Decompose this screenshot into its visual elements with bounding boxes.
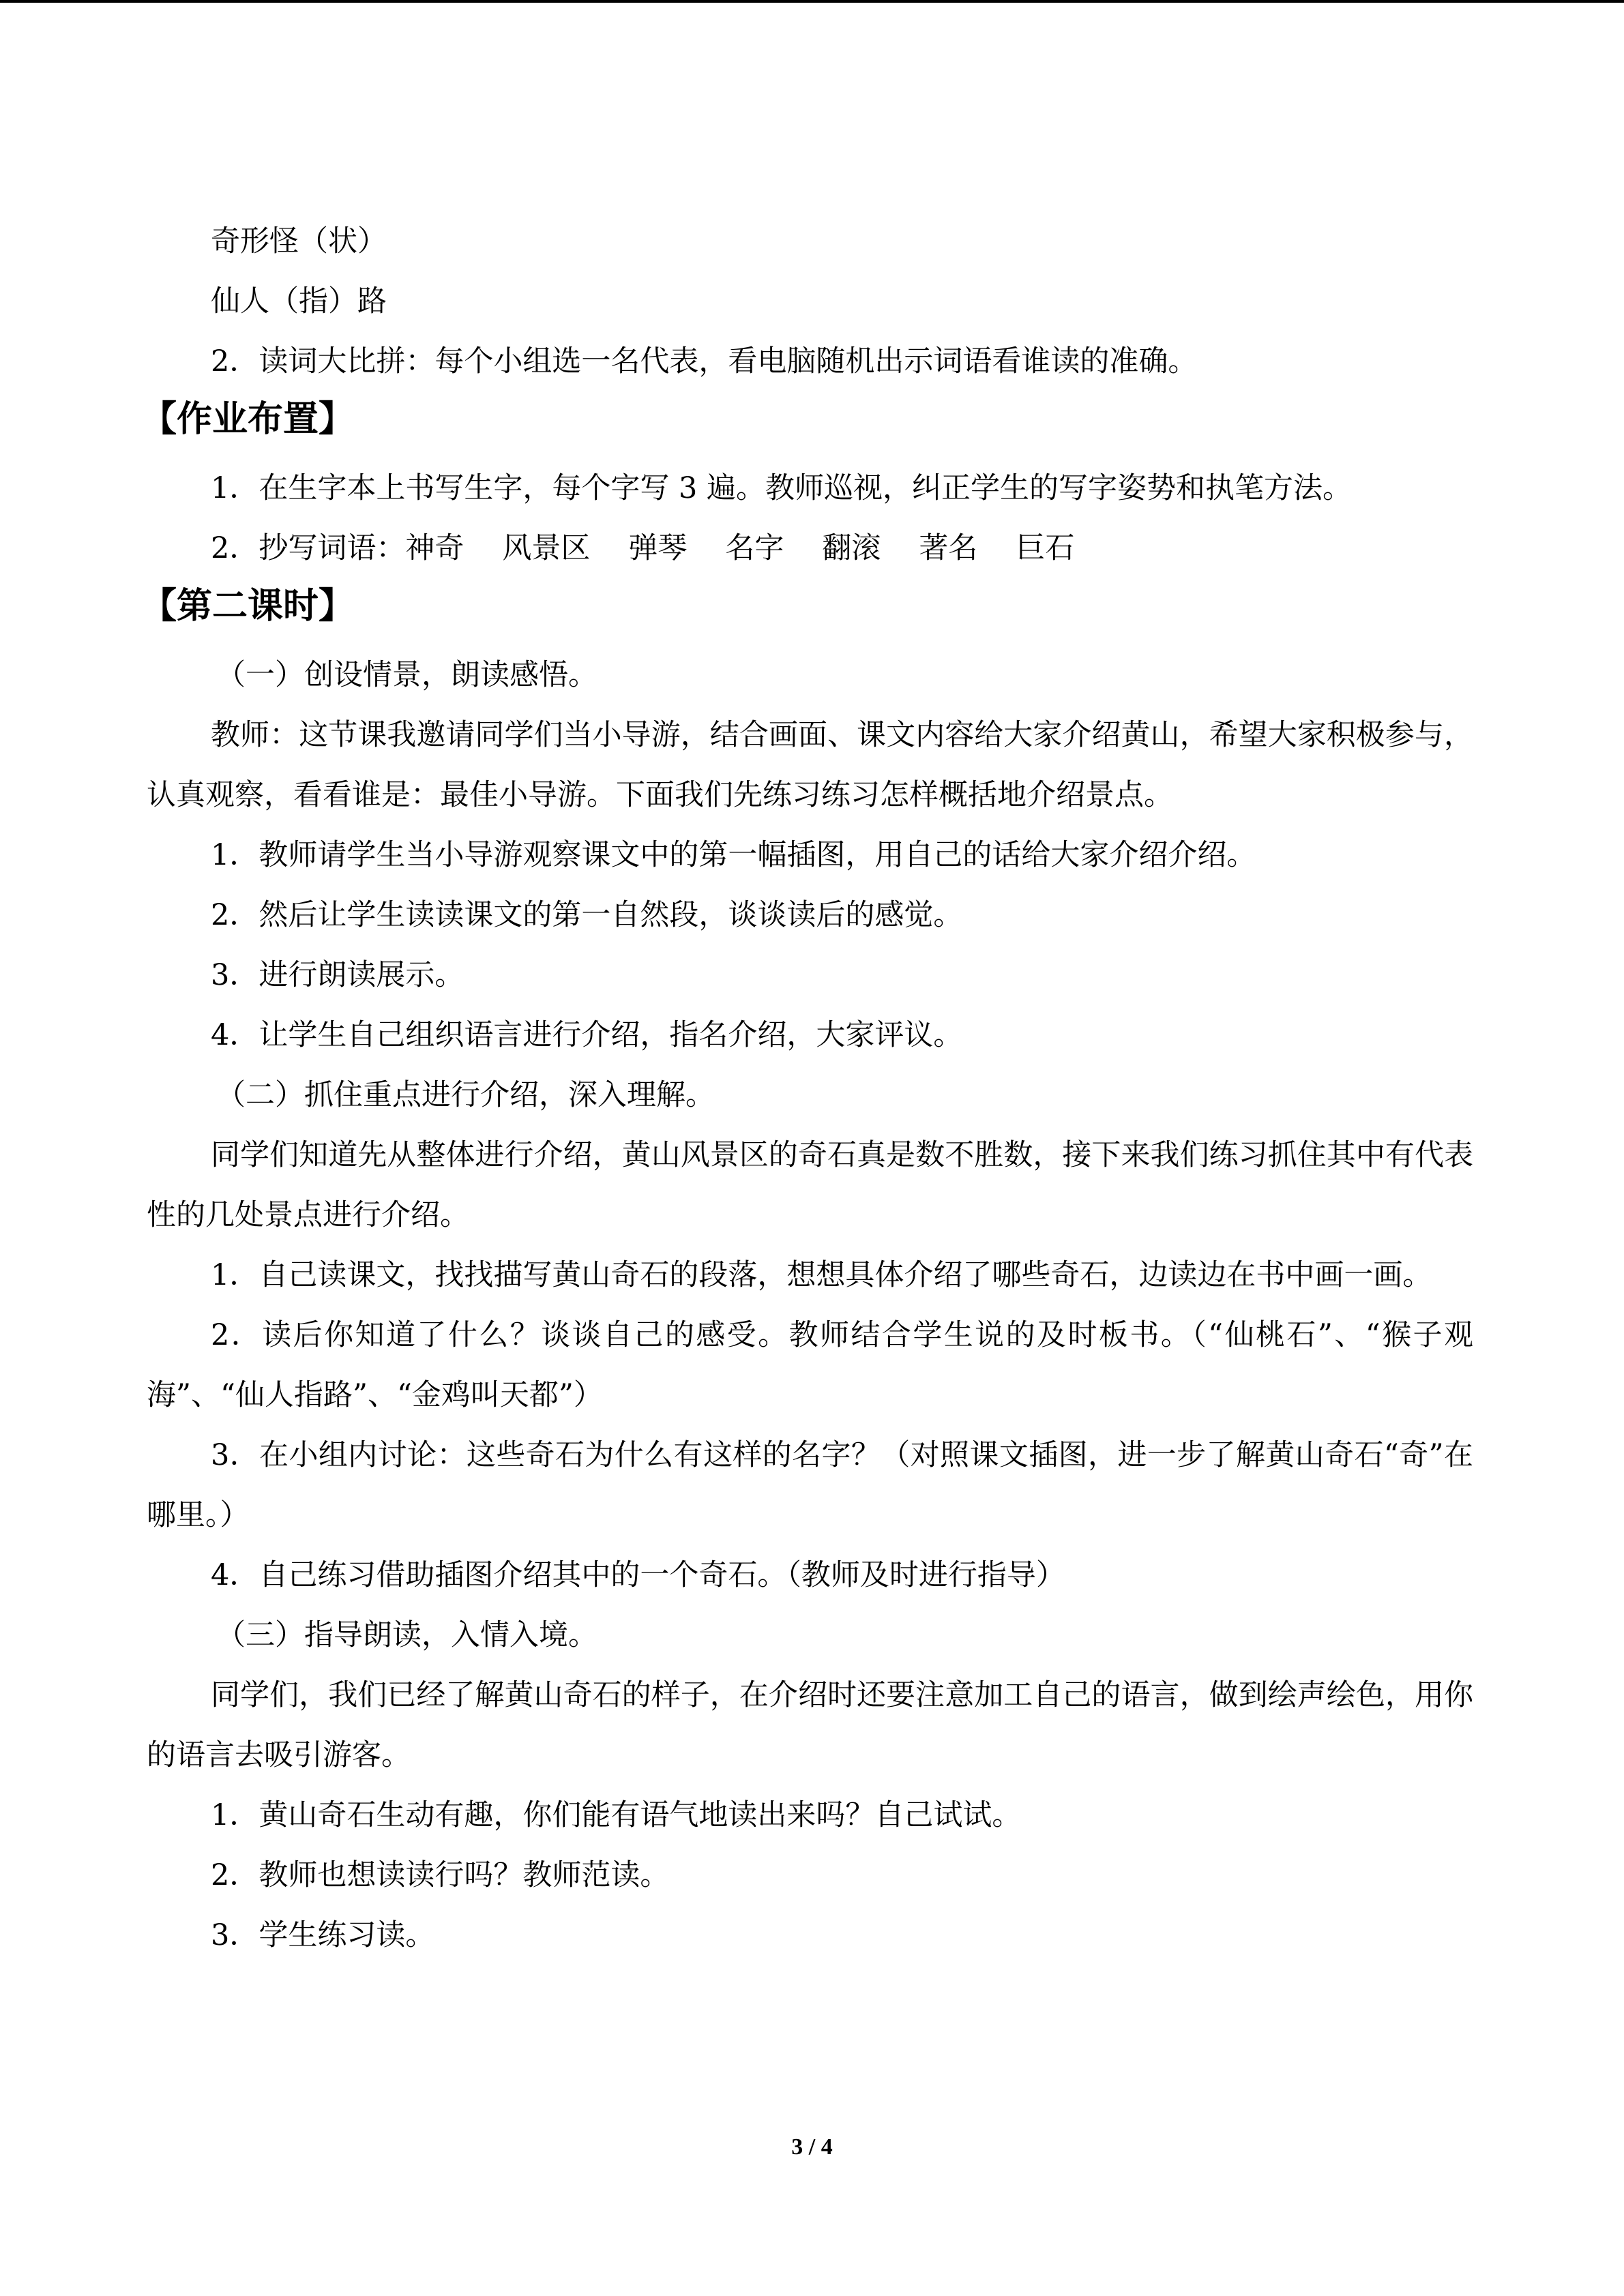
list-item: 2．教师也想读读行吗？教师范读。 <box>211 1858 670 1892</box>
paragraph: 教师：这节课我邀请同学们当小导游，结合画面、课文内容给大家介绍黄山，希望大家积极参与，认真观察，看看谁是：最佳小导游。下面我们先练习练习怎样概括地介绍景点。 <box>147 718 1473 812</box>
list-item: 4．让学生自己组织语言进行介绍，指名介绍，大家评议。 <box>211 1018 963 1052</box>
list-item: 2．然后让学生读读课文的第一自然段，谈谈读后的感觉。 <box>211 898 963 932</box>
list-item: 3．在小组内讨论：这些奇石为什么有这样的名字？（对照课文插图，进一步了解黄山奇石“奇”在哪里。） <box>147 1438 1473 1532</box>
vocab-word: 著名 <box>919 531 978 565</box>
subsection-title: （三）指导朗读，入情入境。 <box>216 1618 597 1652</box>
vocab-word: 翻滚 <box>822 531 881 565</box>
text-line: 2．读词大比拼：每个小组选一名代表，看电脑随机出示词语看谁读的准确。 <box>211 344 1198 378</box>
paragraph: 同学们，我们已经了解黄山奇石的样子，在介绍时还要注意加工自己的语言，做到绘声绘色，用你的语言去吸引游客。 <box>147 1678 1473 1772</box>
list-item: 3．学生练习读。 <box>211 1918 435 1952</box>
text-line: 奇形怪（状） <box>211 224 387 258</box>
text-line: 仙人（指）路 <box>211 284 387 318</box>
list-item: 1．黄山奇石生动有趣，你们能有语气地读出来吗？自己试试。 <box>211 1798 1022 1832</box>
subsection-title: （一）创设情景，朗读感悟。 <box>216 658 597 692</box>
list-item: 1．自己读课文，找找描写黄山奇石的段落，想想具体介绍了哪些奇石，边读边在书中画一画。 <box>211 1258 1432 1292</box>
paragraph: 同学们知道先从整体进行介绍，黄山风景区的奇石真是数不胜数，接下来我们练习抓住其中有代表性的几处景点进行介绍。 <box>147 1138 1473 1232</box>
vocab-word: 巨石 <box>1016 531 1075 565</box>
subsection-title: （二）抓住重点进行介绍，深入理解。 <box>216 1078 715 1112</box>
vocab-word: 弹琴 <box>628 531 688 565</box>
top-border-line <box>0 0 1624 3</box>
vocab-word: 神奇 <box>405 531 464 565</box>
list-item: 4．自己练习借助插图介绍其中的一个奇石。（教师及时进行指导） <box>211 1558 1065 1592</box>
homework-item-prefix: 2．抄写词语： <box>211 531 406 565</box>
homework-item <box>147 518 1473 578</box>
list-item: 2．读后你知道了什么？谈谈自己的感受。教师结合学生说的及时板书。（“仙桃石”、“猴子观海”、“仙人指路”、“金鸡叫天都”） <box>147 1318 1473 1412</box>
vocab-word: 名字 <box>725 531 784 565</box>
list-item: 1．教师请学生当小导游观察课文中的第一幅插图，用自己的话给大家介绍介绍。 <box>211 838 1256 872</box>
vocab-word: 风景区 <box>502 531 591 565</box>
section-heading-lesson2: 【第二课时】 <box>141 586 355 627</box>
list-item: 3．进行朗读展示。 <box>211 958 464 992</box>
document-page <box>141 211 1473 1965</box>
homework-item: 1．在生字本上书写生字，每个字写 3 遍。教师巡视，纠正学生的写字姿势和执笔方法。 <box>211 471 1353 505</box>
page-number: 3 / 4 <box>791 2134 833 2160</box>
section-heading-homework: 【作业布置】 <box>141 399 355 440</box>
